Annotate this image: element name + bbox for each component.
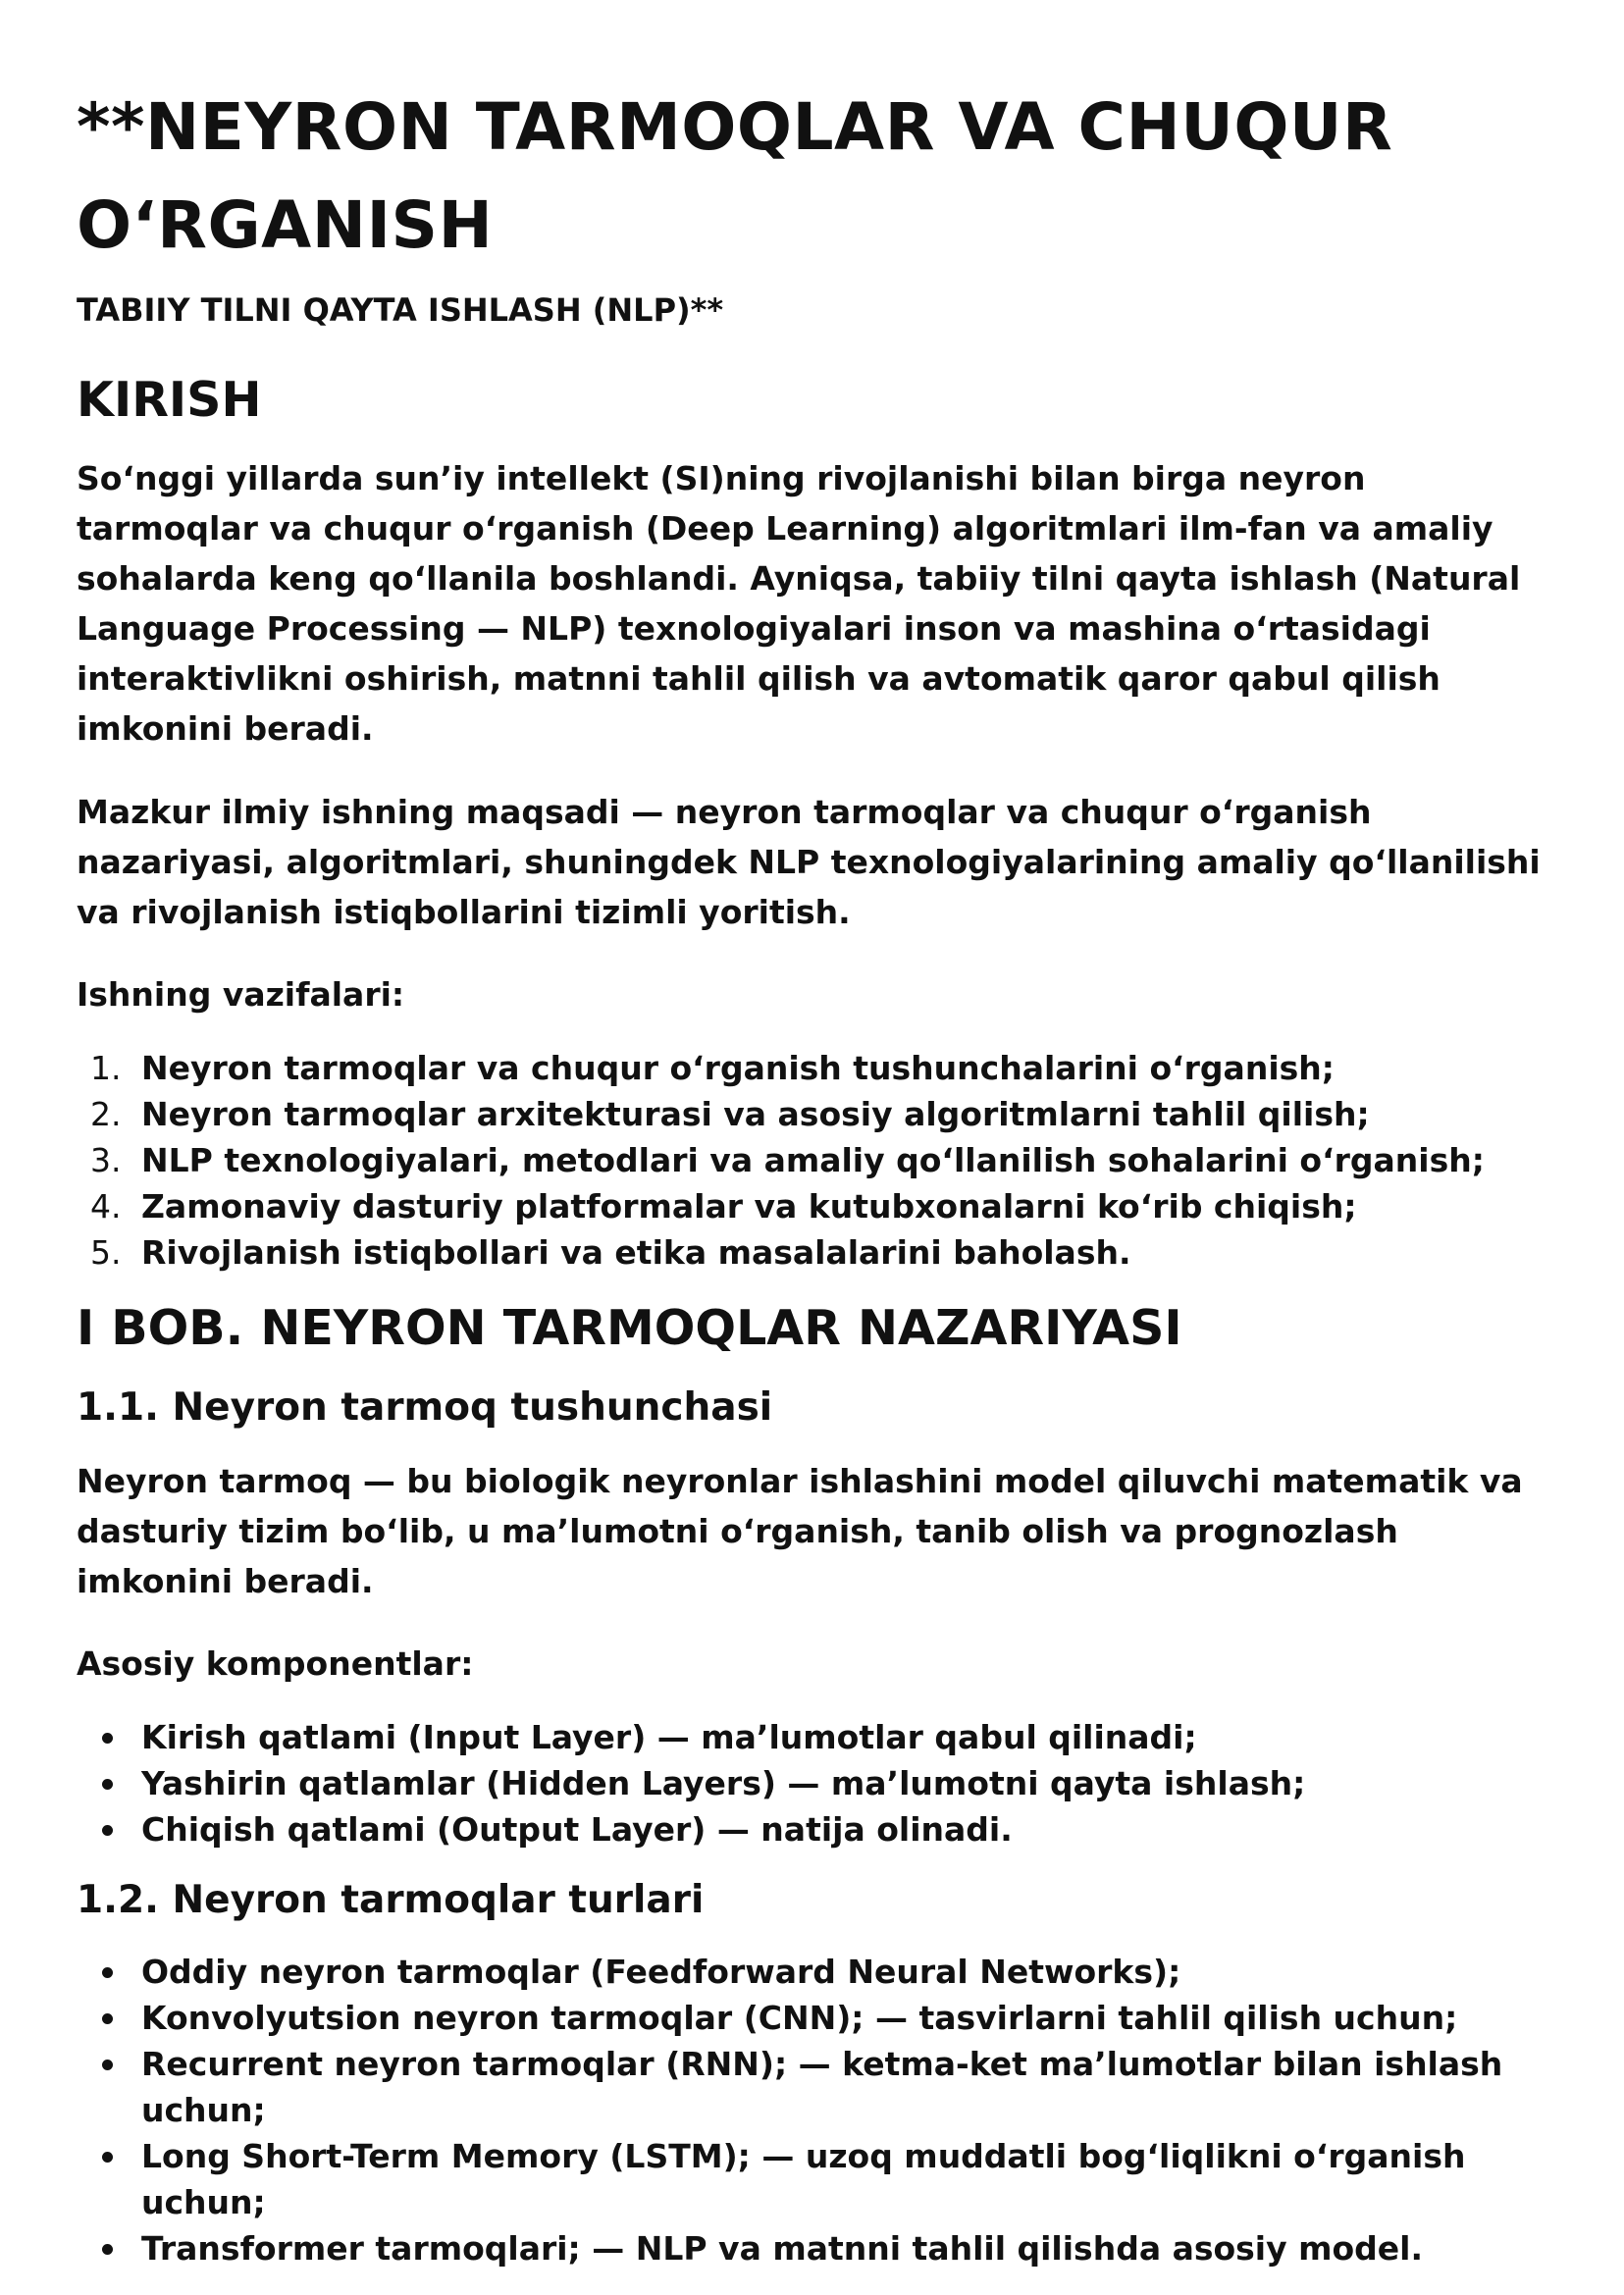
bullet-icon	[102, 2152, 113, 2163]
list-item	[77, 1760, 1547, 1806]
list-item-text: Yashirin qatlamlar (Hidden Layers) — ma’lumotni qayta ishlash;	[141, 1764, 1306, 1802]
tasks-label: Ishning vazifalari:	[77, 975, 405, 1014]
document-subtitle: TABIIY TILNI QAYTA ISHLASH (NLP)**	[77, 291, 724, 329]
bullet-icon	[102, 1825, 113, 1836]
list-item-text: Rivojlanish istiqbollari va etika masalalarini baholash.	[141, 1233, 1131, 1272]
list-item-text: Konvolyutsion neyron tarmoqlar (CNN); — tasvirlarni tahlil qilish uchun;	[141, 1999, 1458, 2037]
section-1-1-paragraph: Neyron tarmoq — bu biologik neyronlar ishlashini model qiluvchi matematik va dasturiy tizim bo‘lib, u ma’lumotni o‘rganish, tanib olish va prognozlash imkonini beradi.	[77, 1462, 1523, 1600]
bullet-icon	[102, 1733, 113, 1744]
list-number: 2.	[90, 1095, 122, 1133]
list-item	[77, 1183, 1547, 1229]
bullet-icon	[102, 2013, 113, 2024]
list-item	[77, 1045, 1547, 1091]
bullet-icon	[102, 2244, 113, 2255]
title-line-1: **NEYRON TARMOQLAR VA CHUQUR	[77, 89, 1393, 165]
section-1-2-heading: 1.2. Neyron tarmoqlar turlari	[77, 1878, 705, 1922]
components-list	[77, 1714, 1547, 1852]
list-item-text: Chiqish qatlami (Output Layer) — natija olinadi.	[141, 1810, 1013, 1849]
list-item	[77, 1949, 1547, 1995]
list-item-text: Neyron tarmoqlar arxitekturasi va asosiy algoritmlarni tahlil qilish;	[141, 1095, 1370, 1133]
list-item-text: Zamonaviy dasturiy platformalar va kutubxonalarni ko‘rib chiqish;	[141, 1187, 1357, 1226]
bullet-icon	[102, 1967, 113, 1978]
list-item-text: Kirish qatlami (Input Layer) — ma’lumotlar qabul qilinadi;	[141, 1718, 1197, 1756]
intro-heading: KIRISH	[77, 372, 262, 428]
intro-paragraph-1: So‘nggi yillarda sun’iy intellekt (SI)ning rivojlanishi bilan birga neyron tarmoqlar va chuqur o‘rganish (Deep Learning) algoritmlari ilm-fan va amaliy sohalarda keng qo‘llanila boshlandi. Ayniqsa, tabiiy tilni qayta ishlash (Natural Language Processing — NLP) texnologiyalari inson va mashina o‘rtasidagi interaktivlikni oshirish, matnni tahlil qilish va avtomatik qaror qabul qilish imkonini beradi.	[77, 459, 1521, 748]
components-label: Asosiy komponentlar:	[77, 1644, 474, 1683]
section-1-1-heading: 1.1. Neyron tarmoq tushunchasi	[77, 1385, 773, 1430]
list-item	[77, 1137, 1547, 1183]
list-item	[77, 1714, 1547, 1760]
title-line-2: O‘RGANISH	[77, 187, 494, 263]
bullet-icon	[102, 2060, 113, 2070]
list-item	[77, 2225, 1547, 2271]
list-item-text: Recurrent neyron tarmoqlar (RNN); — ketma-ket ma’lumotlar bilan ishlash uchun;	[141, 2045, 1503, 2129]
list-item	[77, 1806, 1547, 1852]
list-item	[77, 2133, 1547, 2225]
list-item-text: Neyron tarmoqlar va chuqur o‘rganish tushunchalarini o‘rganish;	[141, 1049, 1335, 1087]
list-item	[77, 1229, 1547, 1276]
list-item	[77, 1091, 1547, 1137]
list-item-text: NLP texnologiyalari, metodlari va amaliy qo‘llanilish sohalarini o‘rganish;	[141, 1141, 1485, 1179]
list-number: 3.	[90, 1141, 122, 1179]
tasks-list	[77, 1045, 1547, 1276]
chapter-1-heading: I BOB. NEYRON TARMOQLAR NAZARIYASI	[77, 1300, 1182, 1356]
list-number: 4.	[90, 1187, 122, 1226]
list-item	[77, 2041, 1547, 2133]
list-item-text: Long Short-Term Memory (LSTM); — uzoq muddatli bog‘liqlikni o‘rganish uchun;	[141, 2137, 1466, 2221]
types-list	[77, 1949, 1547, 2271]
list-number: 1.	[90, 1049, 122, 1087]
list-item	[77, 1995, 1547, 2041]
intro-paragraph-2: Mazkur ilmiy ishning maqsadi — neyron tarmoqlar va chuqur o‘rganish nazariyasi, algoritmlari, shuningdek NLP texnologiyalarining amaliy qo‘llanilishi va rivojlanish istiqbollarini tizimli yoritish.	[77, 793, 1541, 931]
list-number: 5.	[90, 1233, 122, 1272]
bullet-icon	[102, 1779, 113, 1790]
list-item-text: Oddiy neyron tarmoqlar (Feedforward Neural Networks);	[141, 1953, 1181, 1991]
document-title	[77, 78, 1547, 275]
list-item-text: Transformer tarmoqlari; — NLP va matnni tahlil qilishda asosiy model.	[141, 2229, 1424, 2268]
